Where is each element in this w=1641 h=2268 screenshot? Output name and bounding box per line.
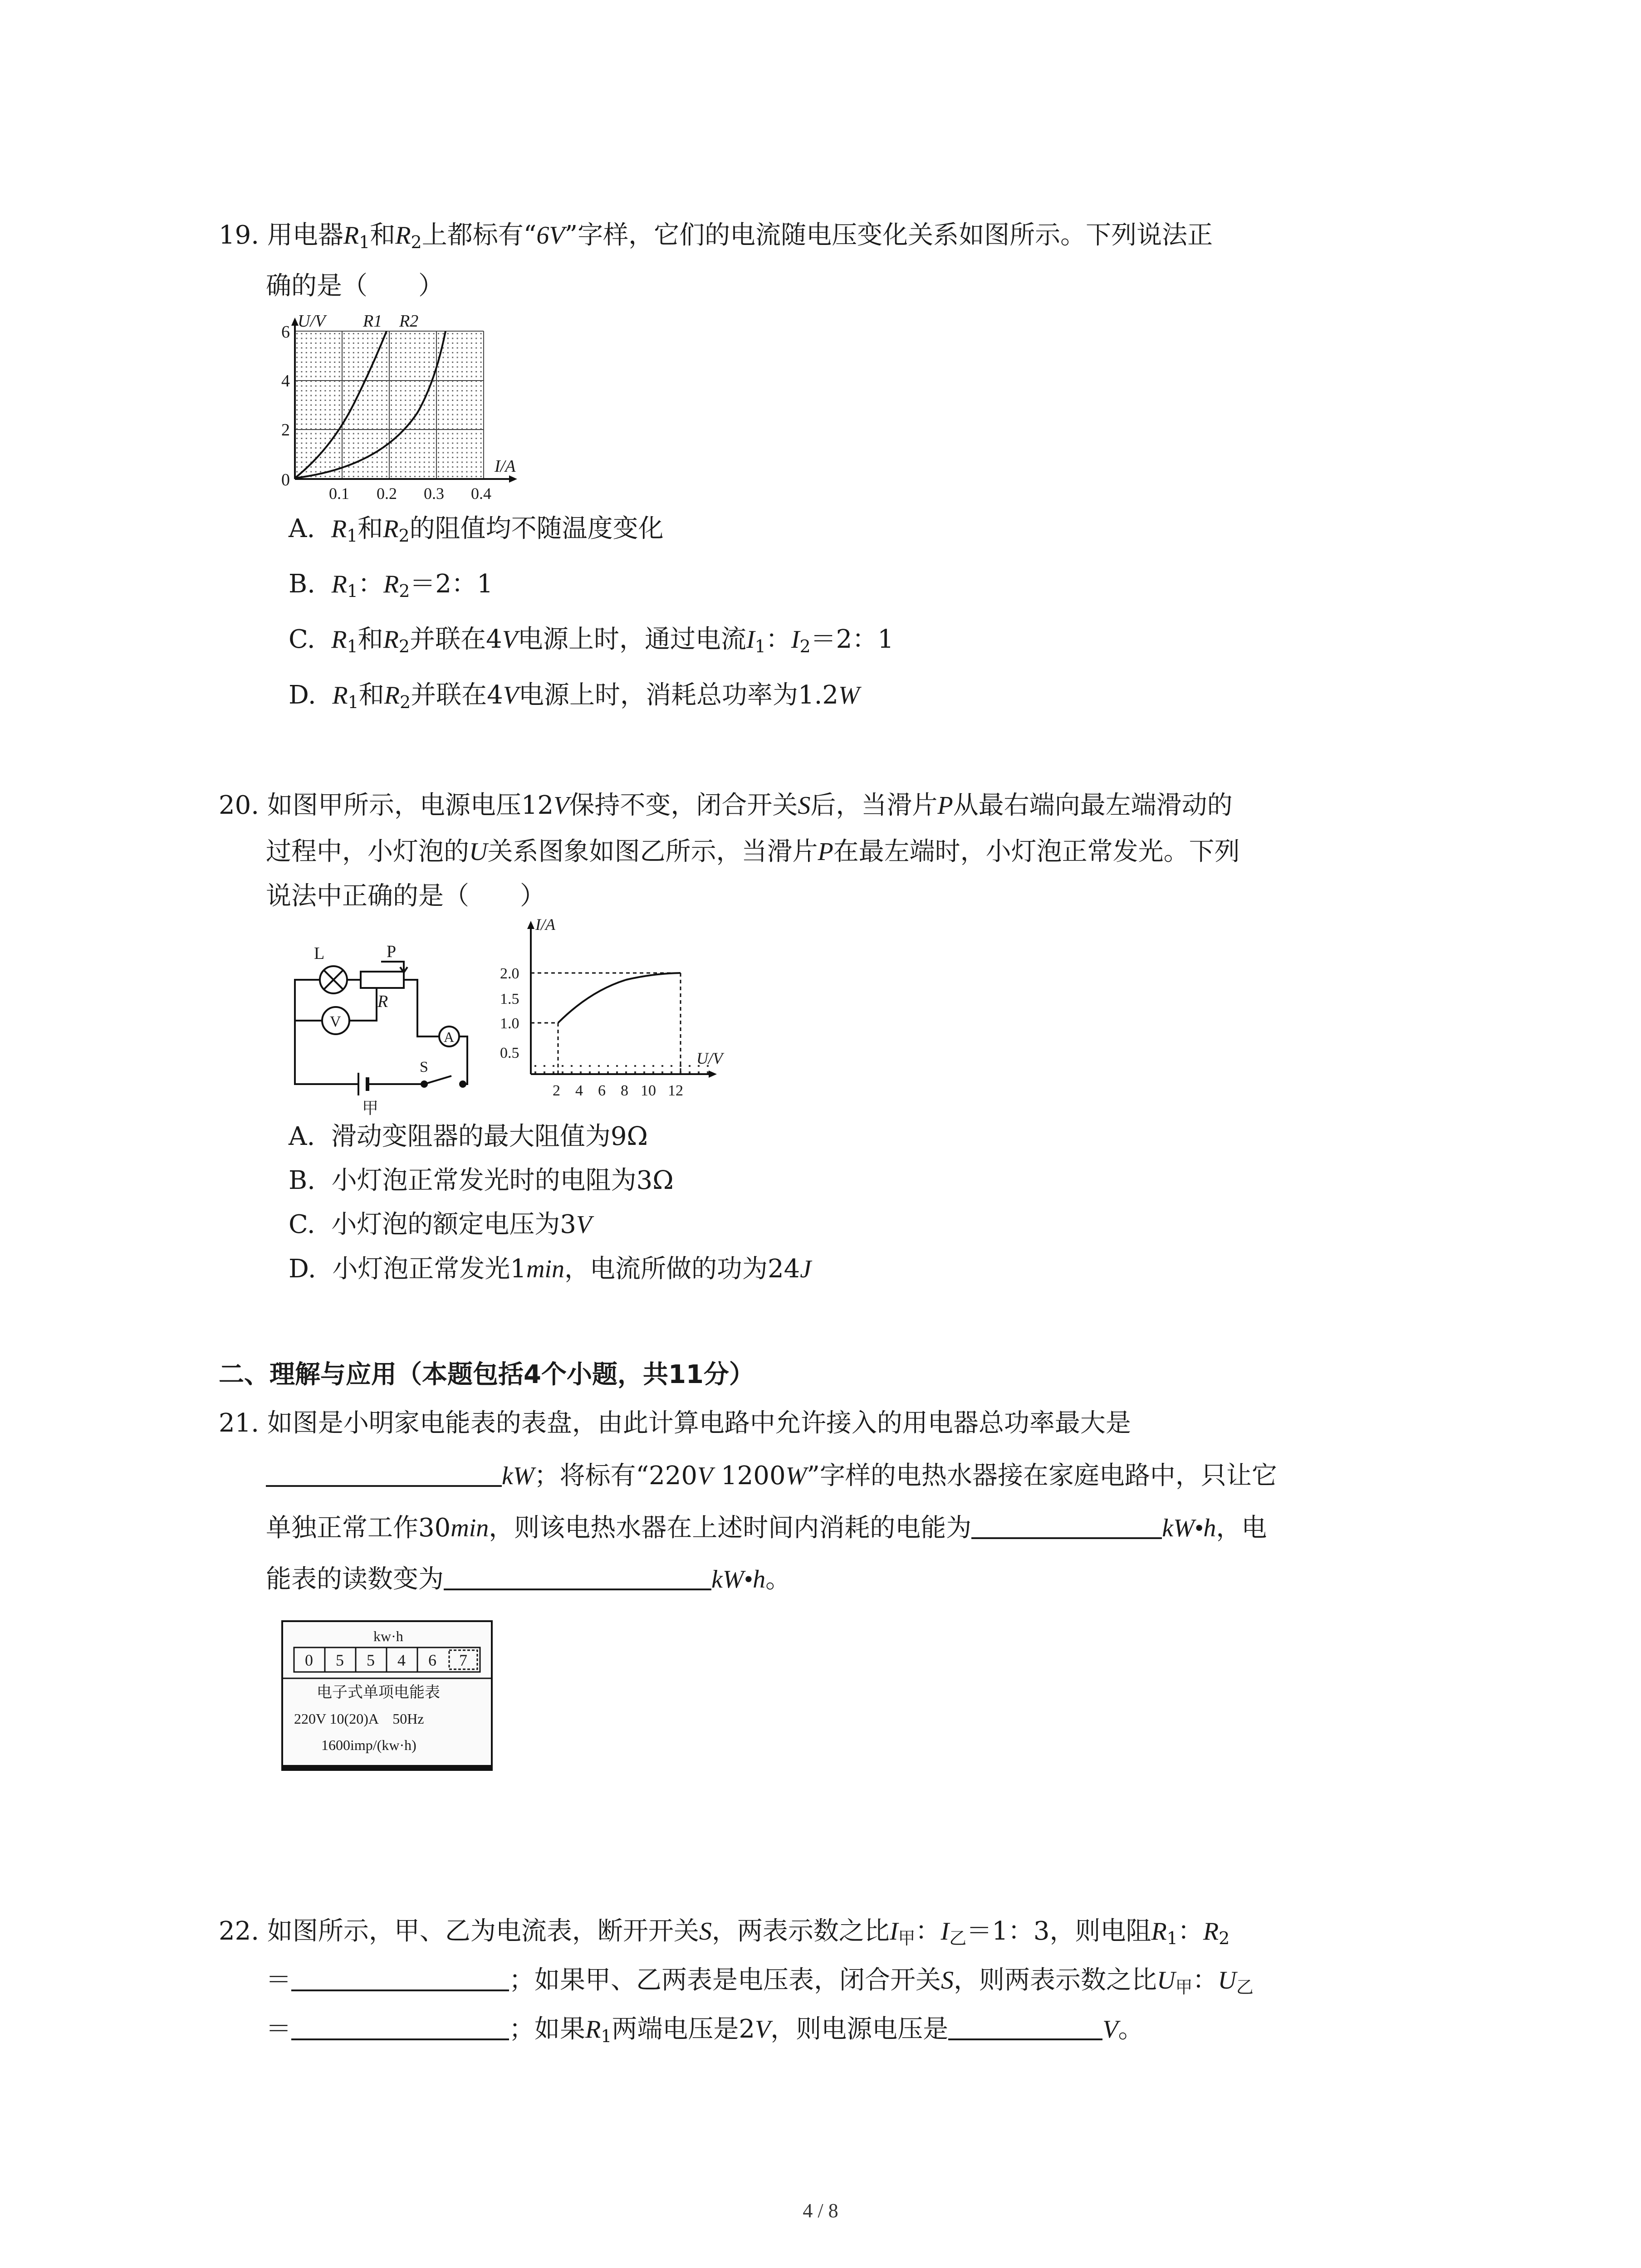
q19-stem-line-2: 确的是（ ） — [266, 271, 444, 301]
q20-y-tick: 0.5 — [500, 1045, 519, 1061]
q20-x-tick: 2 — [553, 1082, 560, 1099]
q19-x-arrow — [509, 475, 517, 483]
q20-stem-line-2: 过程中，小灯泡的U关系图象如图乙所示，当滑片P在最左端时，小灯泡正常发光。下列 — [266, 837, 1240, 866]
q20-option-d: D. 小灯泡正常发光1min，电流所做的功为24J — [289, 1254, 812, 1284]
q21-line-3: 单独正常工作30min，则该电热水器在上述时间内消耗的电能为 kW•h，电 — [266, 1512, 1267, 1545]
question-number: 22. — [219, 1916, 260, 1946]
q19-graph-svg — [268, 313, 549, 503]
q19-option-c: C. $R_1$和$R_2$并联在4V电源上时，通过电流$I_1$：$I_2=2$：1 — [289, 625, 894, 656]
q19-x-tick: 0.2 — [377, 484, 397, 503]
q20-curve — [558, 973, 681, 1023]
meter-unit: kw·h — [373, 1628, 403, 1644]
q20-y-axis-label: I/A — [535, 915, 555, 934]
meter-digit: 6 — [428, 1651, 436, 1669]
q20-y-tick: 1.5 — [500, 991, 519, 1007]
q19-x-axis-label: I/A — [495, 457, 516, 476]
q19-option-a: A. $R_1$和$R_2$的阻值均不随温度变化 — [289, 514, 664, 546]
meter-digit: 5 — [367, 1651, 375, 1669]
meter-name: 电子式单项电能表 — [317, 1683, 440, 1701]
q19-option-b: B. $R_1$：$R_2=2$：1 — [289, 569, 493, 601]
meter-digit: 0 — [305, 1651, 313, 1669]
q19-curve-label-r1: R1 — [363, 313, 382, 331]
q21-line-1: 21. 如图是小明家电能表的表盘，由此计算电路中允许接入的用电器总功率最大是 — [219, 1407, 1131, 1440]
question-number: 19. — [219, 220, 260, 250]
q20-switch-label: S — [420, 1059, 428, 1075]
q20-lamp-label: L — [314, 944, 325, 963]
q21-blank-2[interactable] — [971, 1512, 1162, 1539]
meter-spec: 220V 10(20)A 50Hz — [294, 1711, 424, 1727]
question-number: 21. — [219, 1408, 260, 1438]
meter-digit: 4 — [397, 1651, 406, 1669]
q20-option-c: C. 小灯泡的额定电压为3V — [289, 1210, 592, 1239]
q19-x-tick: 0.4 — [471, 484, 491, 503]
q19-x-tick: 0.1 — [329, 484, 349, 503]
q20-option-a: A. 滑动变阻器的最大阻值为9Ω — [289, 1122, 648, 1151]
q19-y-tick: 6 — [281, 323, 290, 342]
q20-resistor-label: R — [377, 992, 388, 1011]
q20-stem-line-1: 20. 如图甲所示，电源电压12V保持不变，闭合开关S后，当滑片P从最右端向最左端滑动的 — [219, 789, 1233, 822]
meter-imp: 1600imp/(kw·h) — [321, 1737, 416, 1753]
q19-stem-line-1: 19. 用电器$R_1$和$R_2$上都标有“6V”字样，它们的电流随电压变化关系如图所示。下列说法正 — [219, 219, 1213, 252]
q22-line-3: ＝ ；如果$R_1$两端电压是2V，则电源电压是 V。 — [266, 2013, 1143, 2046]
q20-circuit-caption: 甲 — [362, 1099, 379, 1116]
q22-blank-3[interactable] — [948, 2013, 1102, 2040]
q21-blank-1[interactable] — [266, 1460, 502, 1487]
q20-x-arrow — [709, 1070, 717, 1078]
q19-graph — [268, 313, 549, 503]
q21-meter-panel — [280, 1619, 494, 1772]
question-number: 20. — [219, 791, 260, 820]
q20-x-tick: 8 — [621, 1082, 628, 1099]
section-title: 二、理解与应用（本题包括4个小题，共11分） — [219, 1360, 754, 1389]
q20-x-tick: 12 — [668, 1082, 683, 1099]
q20-x-tick: 4 — [575, 1082, 583, 1099]
q21-blank-3[interactable] — [444, 1563, 711, 1590]
q19-x-tick: 0.3 — [424, 484, 444, 503]
meter-digit: 5 — [336, 1651, 344, 1669]
q19-option-d: D. $R_1$和$R_2$并联在4V电源上时，消耗总功率为1.2W — [289, 680, 860, 712]
q20-x-tick: 6 — [598, 1082, 606, 1099]
q20-y-tick: 2.0 — [500, 965, 519, 982]
q20-x-axis-label: U/V — [696, 1049, 723, 1067]
q19-y-tick: 4 — [281, 371, 290, 391]
q20-stem-line-3: 说法中正确的是（ ） — [266, 881, 545, 911]
q20-y-arrow — [527, 921, 534, 929]
q19-curve-label-r2: R2 — [399, 313, 419, 331]
q19-y-tick: 2 — [281, 420, 290, 440]
q21-line-2: kW；将标有“220V 1200W”字样的电热水器接在家庭电路中，只让它 — [266, 1460, 1277, 1492]
q20-y-tick: 1.0 — [500, 1015, 519, 1032]
q20-x-tick: 10 — [641, 1082, 656, 1099]
q20-circuit-diagram — [272, 934, 490, 1116]
q22-line-2: ＝ ；如果甲、乙两表是电压表，闭合开关S，则两表示数之比$U_甲$：$U_乙$ — [266, 1964, 1254, 1997]
q19-y-tick: 0 — [281, 470, 290, 489]
q21-line-4: 能表的读数变为 kW•h。 — [266, 1563, 791, 1596]
q19-y-axis-label: U/V — [298, 313, 326, 331]
q20-voltmeter-label: V — [330, 1013, 341, 1030]
q20-option-b: B. 小灯泡正常发光时的电阻为3Ω — [289, 1166, 674, 1195]
q20-ammeter-label: A — [444, 1029, 455, 1045]
q22-blank-2[interactable] — [291, 2013, 509, 2040]
q20-slider-label: P — [387, 942, 397, 961]
q20-graph — [490, 912, 726, 1102]
meter-digit: 7 — [459, 1651, 467, 1669]
page-number: 4 / 8 — [803, 2200, 838, 2222]
q22-line-1: 22. 如图所示，甲、乙为电流表，断开开关S，两表示数之比$I_甲$：$I_乙=1$：3，则电阻$R_1$：$R_2$ — [219, 1915, 1230, 1948]
q22-blank-1[interactable] — [291, 1964, 509, 1991]
